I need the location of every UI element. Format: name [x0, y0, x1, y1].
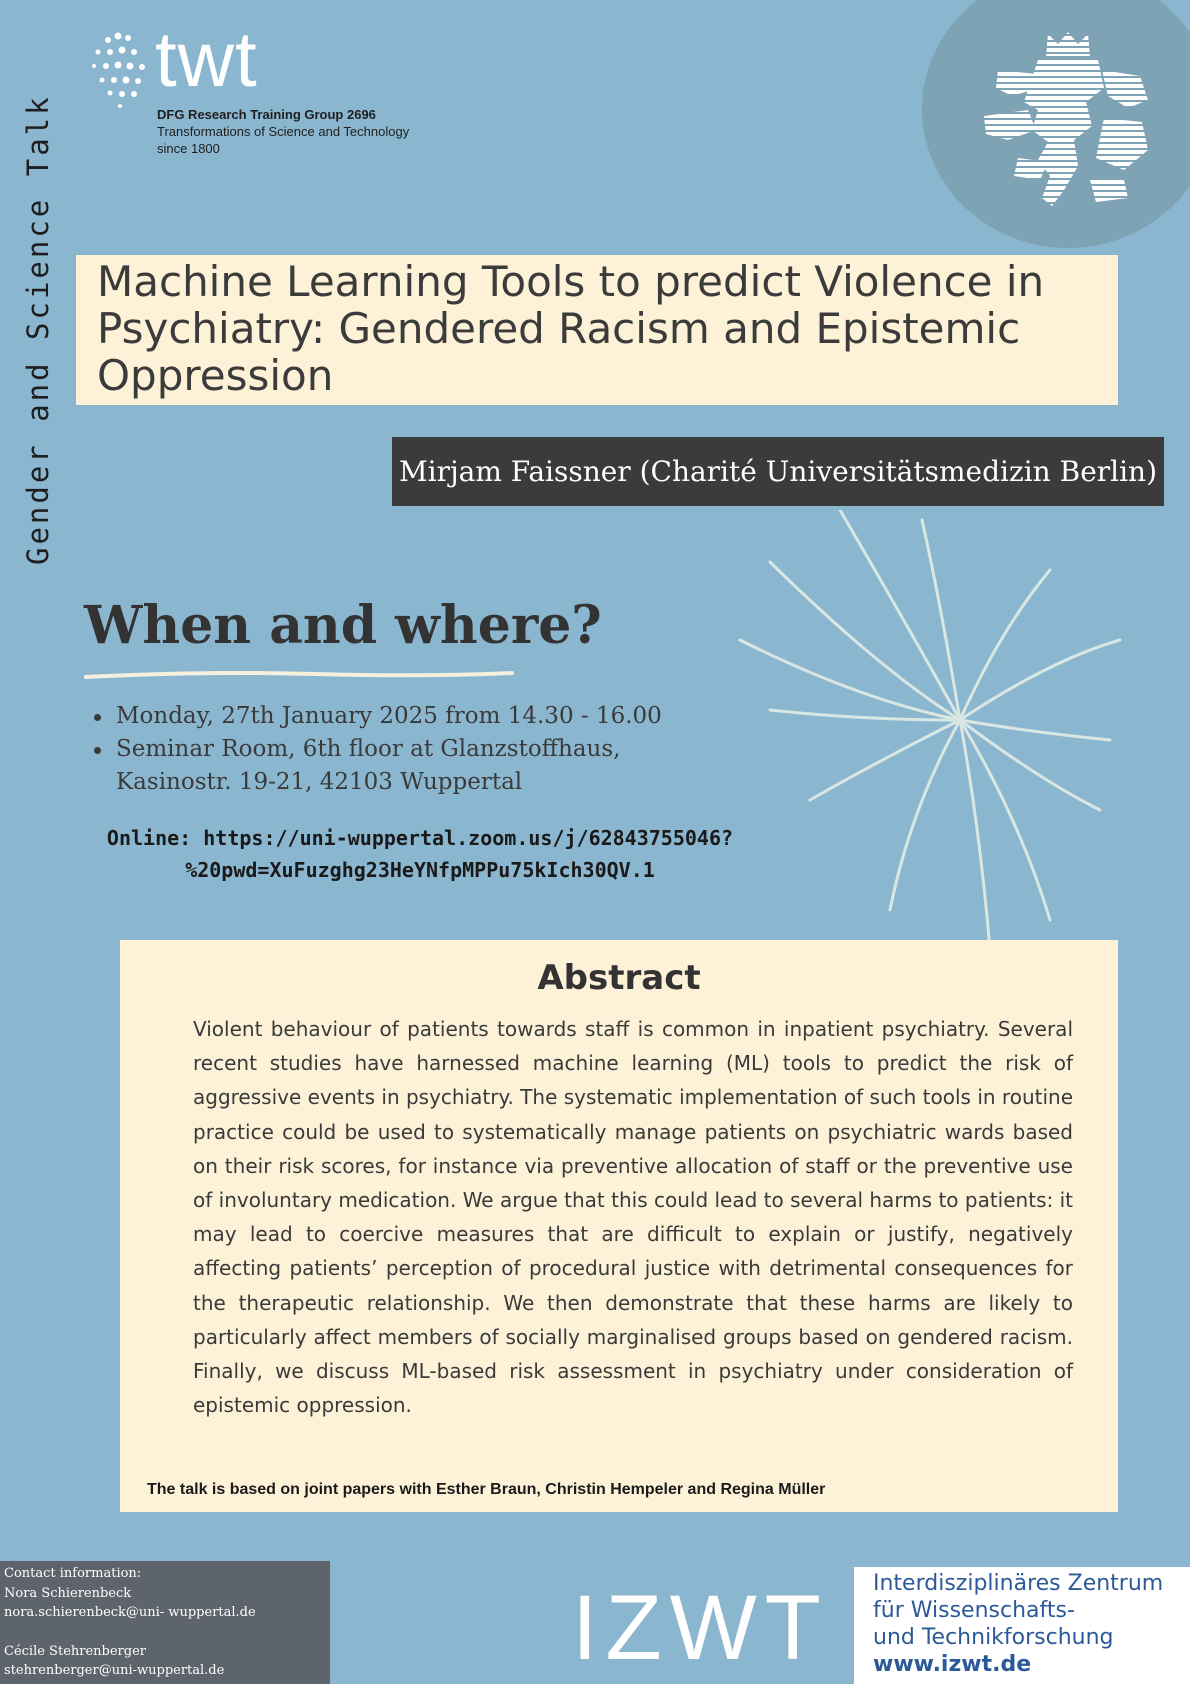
- online-link-line1[interactable]: Online: https://uni-wuppertal.zoom.us/j/62843755046?: [106, 826, 734, 850]
- contact-person1-email[interactable]: nora.schierenbeck@uni- wuppertal.de: [4, 1605, 256, 1620]
- talk-title: Machine Learning Tools to predict Violence in Psychiatry: Gendered Racism and Epistemic Oppression: [97, 257, 1045, 400]
- izwt-logo-word: IZWT: [572, 1577, 829, 1679]
- speaker-name: Mirjam Faissner (Charité Universitätsmedizin Berlin): [398, 455, 1158, 488]
- starburst-decoration: [730, 510, 1130, 950]
- twt-logo-word: twt: [155, 15, 258, 103]
- izwt-description: [873, 1570, 1189, 1678]
- twt-description: [157, 106, 409, 157]
- abstract-note: The talk is based on joint papers with Esther Braun, Christin Hempeler and Regina Müller: [147, 1481, 826, 1498]
- contact-person2-email[interactable]: stehrenberger@uni-wuppertal.de: [4, 1663, 225, 1678]
- izwt-line1: Interdisziplinäres Zentrum: [873, 1571, 1164, 1596]
- twt-name: Transformations of Science and Technology: [157, 124, 410, 139]
- online-link[interactable]: [90, 822, 750, 886]
- event-room: Seminar Room, 6th floor at Glanzstoffhaus,: [92, 733, 742, 766]
- heading-underline: [84, 668, 514, 682]
- izwt-line3: und Technikforschung: [873, 1625, 1114, 1650]
- event-details-list: [92, 700, 742, 799]
- when-where-heading: When and where?: [84, 595, 602, 656]
- abstract-body: Violent behaviour of patients towards staff is common in inpatient psychiatry. Several recent studies have harnessed machine learning (ML) tools to predict the risk of aggressive events in psychiatry. The systematic implementation of such tools in routine practice could be used to systematically manage patients on psychiatric wards based on their risk scores, for instance via preventive allocation of staff or the preventive use of involuntary medication. We argue that this could lead to several harms to patients: it may lead to coercive measures that are difficult to explain or justify, negatively affecting patients’ perception of procedural justice with detrimental consequences for the therapeutic relationship. We then demonstrate that these harms are likely to particularly affect members of socially marginalised groups based on gendered racism. Finally, we discuss ML-based risk assessment in psychiatry under consideration of epistemic oppression.: [193, 1017, 1073, 1418]
- twt-group: DFG Research Training Group 2696: [157, 107, 376, 122]
- contact-heading: Contact information:: [4, 1566, 142, 1581]
- event-address: Kasinostr. 19-21, 42103 Wuppertal: [116, 769, 523, 795]
- lion-crest-icon: [978, 30, 1158, 210]
- online-link-line2[interactable]: %20pwd=XuFuzghg23HeYNfpMPPu75kIch30QV.1: [185, 858, 655, 882]
- series-label: Gender and Science Talk: [21, 94, 55, 565]
- contact-person2-name: Cécile Stehrenberger: [4, 1643, 146, 1659]
- contact-person1-name: Nora Schierenbeck: [4, 1585, 132, 1601]
- event-date: Monday, 27th January 2025 from 14.30 - 16.00: [92, 700, 742, 733]
- izwt-line2: für Wissenschafts-: [873, 1598, 1075, 1623]
- abstract-heading: Abstract: [537, 958, 701, 998]
- twt-since: since 1800: [157, 141, 220, 156]
- izwt-url[interactable]: www.izwt.de: [873, 1652, 1032, 1677]
- contact-information: [4, 1564, 328, 1681]
